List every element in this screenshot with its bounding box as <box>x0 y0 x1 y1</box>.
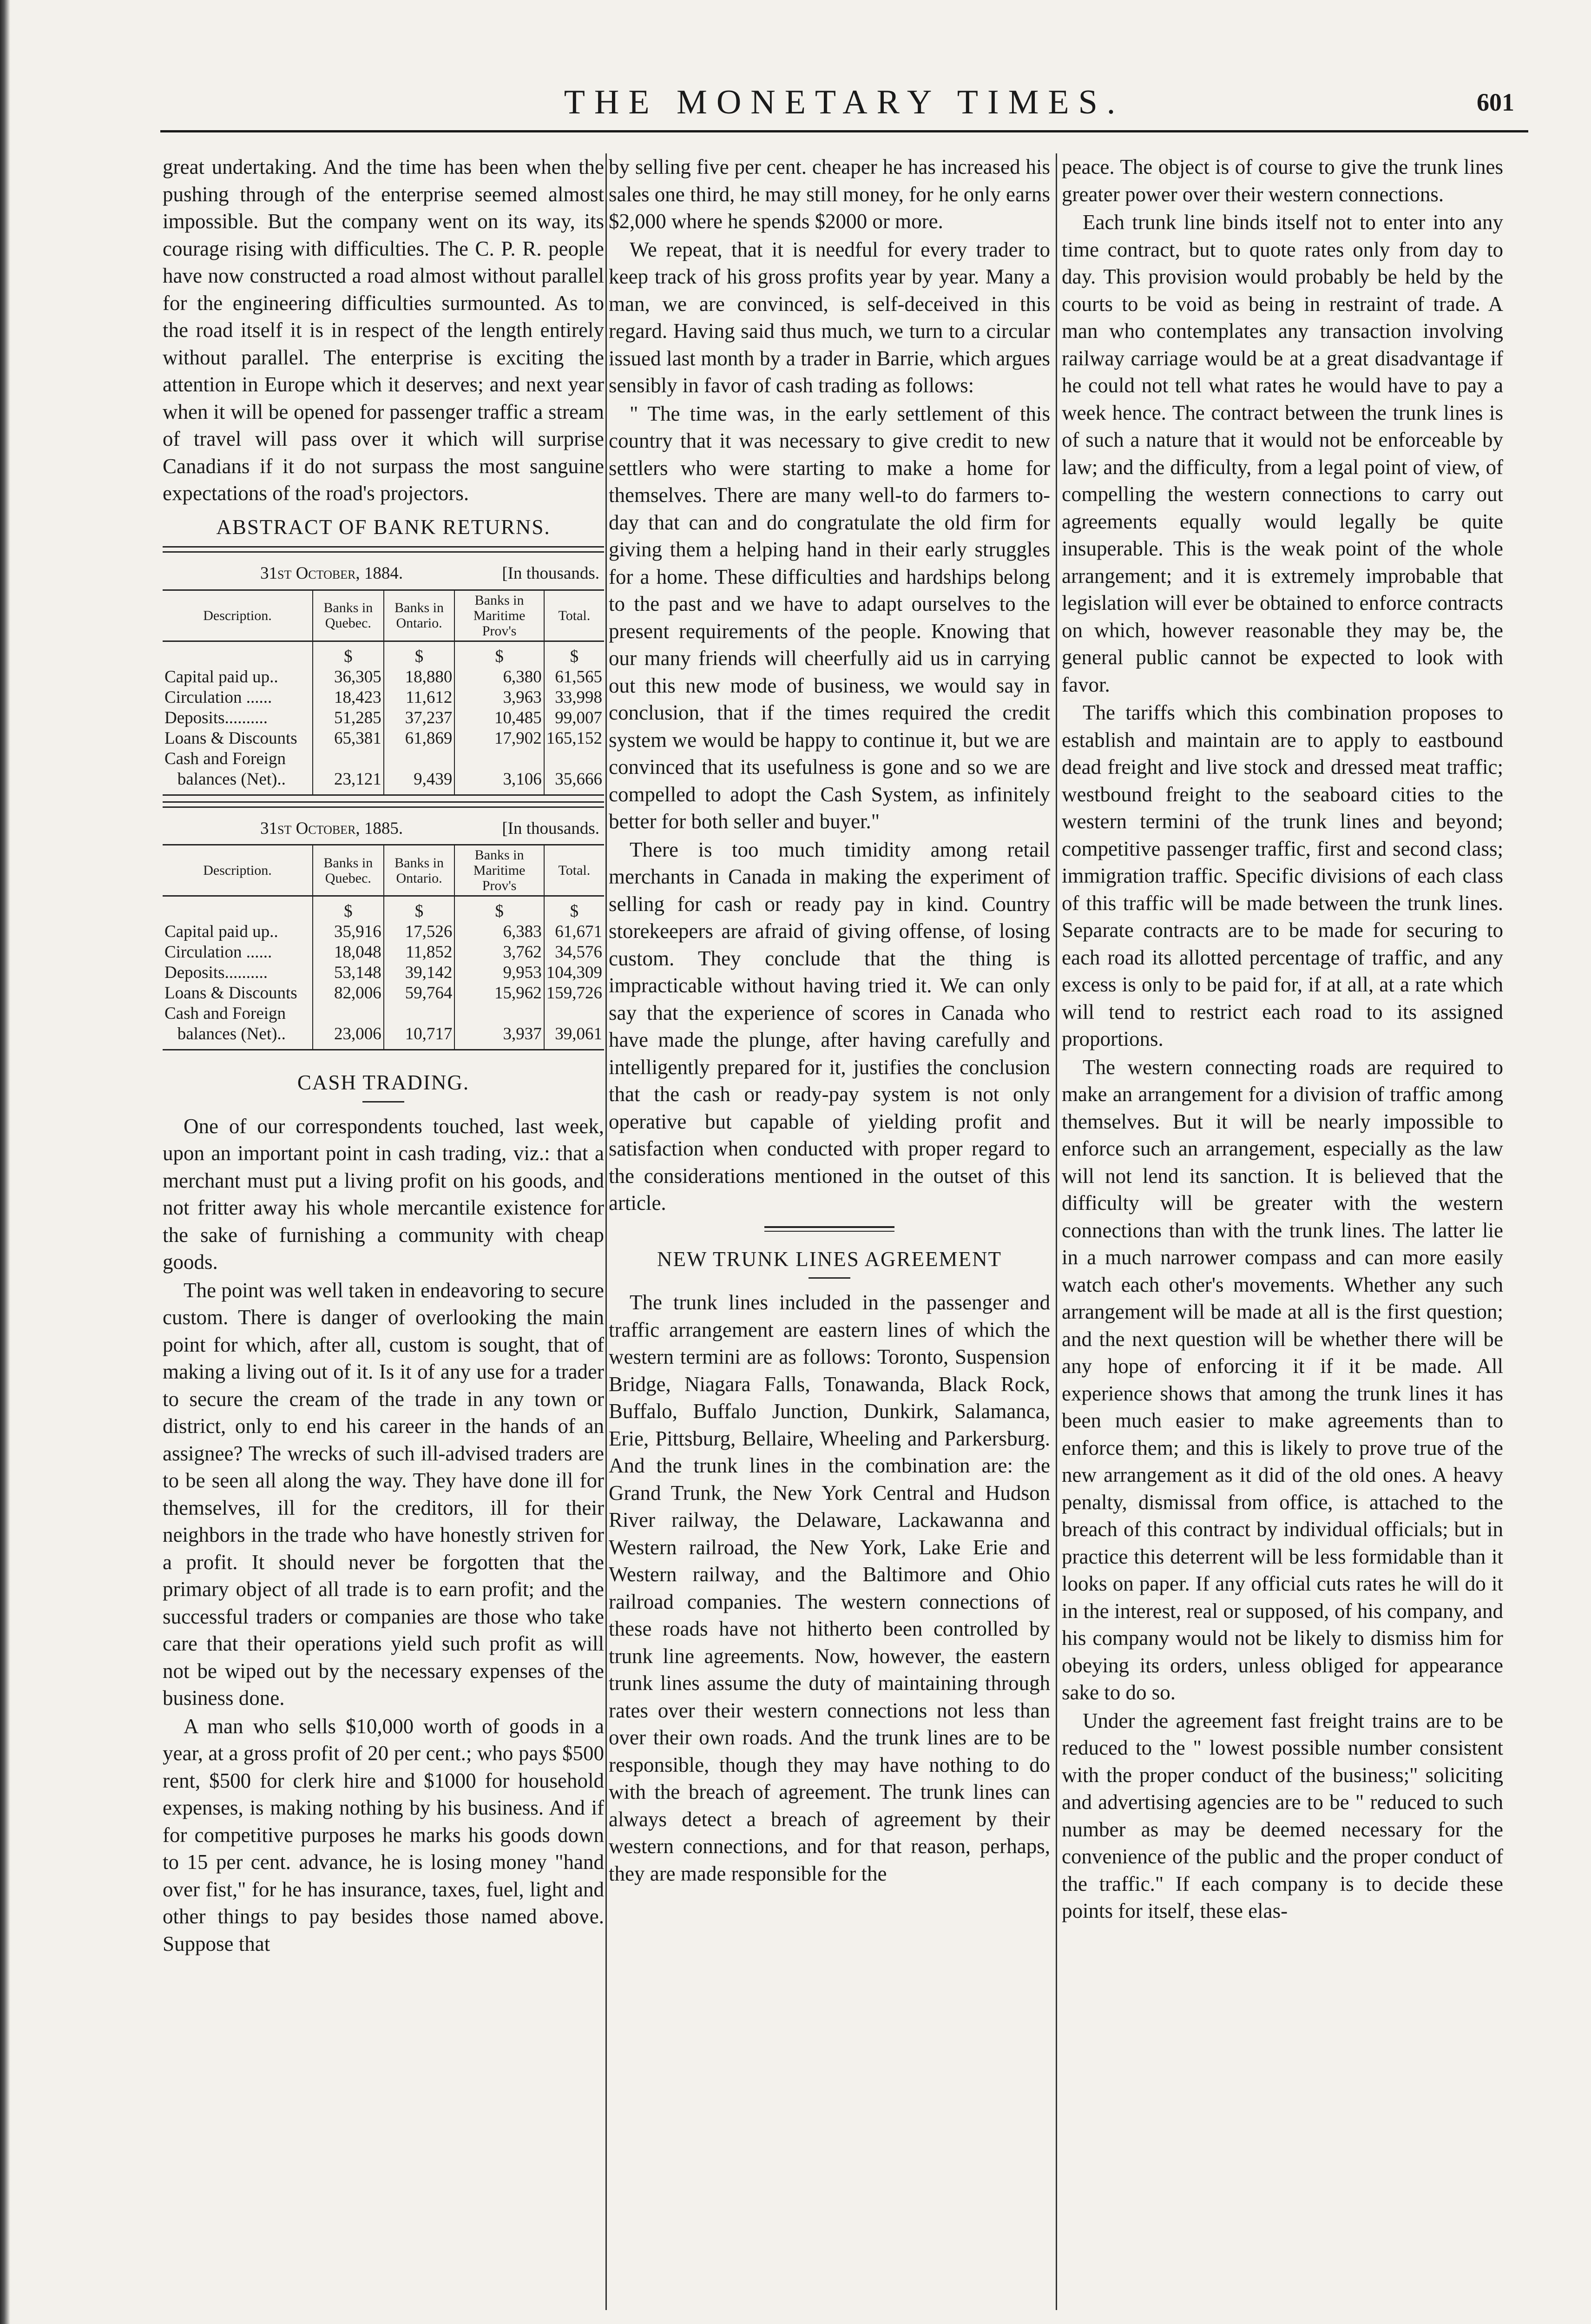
cell: 53,148 <box>313 963 384 983</box>
page-header <box>160 79 1528 132</box>
table-row <box>163 963 604 983</box>
bank-returns-table-1885 <box>163 844 604 1050</box>
cell: 61,565 <box>544 667 604 687</box>
column-rule <box>1056 153 1057 2310</box>
cell: 3,937 <box>454 1024 544 1050</box>
cell: 51,285 <box>313 708 384 728</box>
cell <box>454 1004 544 1024</box>
cell: 18,880 <box>384 667 455 687</box>
row-label: Circulation ...... <box>164 943 272 962</box>
cell: 37,237 <box>384 708 455 728</box>
cell: 35,666 <box>544 769 604 795</box>
double-rule <box>163 546 604 553</box>
table-caption <box>163 558 604 589</box>
cell: 23,121 <box>313 769 384 795</box>
table-row <box>163 728 604 749</box>
table-row <box>163 749 604 769</box>
col-header-description: Description. <box>163 590 313 641</box>
cell: 36,305 <box>313 667 384 687</box>
cell: 61,869 <box>384 728 455 749</box>
section-heading: CASH TRADING. <box>297 1071 470 1094</box>
col-header-description: Description. <box>163 845 313 896</box>
section-heading: NEW TRUNK LINES AGREEMENT <box>657 1247 1002 1271</box>
column-2 <box>609 153 1050 2310</box>
cell: 65,381 <box>313 728 384 749</box>
cell <box>384 1004 455 1024</box>
paragraph: peace. The object is of course to give the trunk lines greater power over their western connections. <box>1062 155 1503 206</box>
table-row <box>163 708 604 728</box>
article-end-rule <box>764 1226 894 1228</box>
cell: 104,309 <box>544 963 604 983</box>
cell: 33,998 <box>544 687 604 708</box>
row-label: Capital paid up.. <box>164 667 278 687</box>
cell: 17,902 <box>454 728 544 749</box>
short-rule <box>809 1277 850 1279</box>
paragraph: " The time was, in the early settlement of this country that it was necessary to give credit to new settlers who were starting to make a home for themselves. There are many well-to do farmers to-day that can and do congratulate the old firm for giving them a helping hand in their early struggles for a home. These difficulties and hardships belong to the past and we have to adapt ourselves to the present requirements of the people. Knowing that our many friends will cheerfully aid us in carrying out this new mode of business, we would say in conclusion, that if the times required the credit system we would be happy to continue it, but we are convinced that its usefulness is gone and so we are compelled to adopt the Cash System, as infinitely better for both seller and buyer." <box>609 402 1050 833</box>
cell <box>544 1004 604 1024</box>
paragraph: One of our correspondents touched, last week, upon an important point in cash trading, viz.: that a merchant must put a living profit on his goods, and not fritter away his whole mercantile existence for the sake of furnishing a community with cheap goods. <box>163 1114 604 1274</box>
table-row <box>163 922 604 942</box>
cell <box>384 749 455 769</box>
table-row <box>163 983 604 1004</box>
table-note: [In thousands. <box>502 564 599 583</box>
table-date: 31st October, 1884. <box>260 564 403 583</box>
cell: 6,380 <box>454 667 544 687</box>
cell <box>544 749 604 769</box>
cell: 18,423 <box>313 687 384 708</box>
masthead-title: THE MONETARY TIMES. <box>564 83 1125 121</box>
unit-symbol: $ <box>454 641 544 667</box>
cell: 23,006 <box>313 1024 384 1050</box>
column-rule <box>605 153 607 2310</box>
cell: 34,576 <box>544 942 604 963</box>
row-label: Deposits.......... <box>164 963 268 982</box>
cell: 59,764 <box>384 983 455 1004</box>
cell: 9,439 <box>384 769 455 795</box>
table-note: [In thousands. <box>502 819 599 838</box>
col-header-ontario: Banks in Ontario. <box>384 845 455 896</box>
cell <box>454 749 544 769</box>
row-label: Circulation ...... <box>164 687 272 707</box>
cell: 159,726 <box>544 983 604 1004</box>
cell <box>313 1004 384 1024</box>
paragraph: The trunk lines included in the passenger and traffic arrangement are eastern lines of which the western termini are as follows: Toronto, Suspension Bridge, Niagara Falls, Tonawanda, Black Rock, Buffalo, Buffalo Junction, Dunkirk, Salamanca, Erie, Pittsburg, Bellaire, Wheeling and Parkersburg. And the trunk lines in the combination are: the Grand Trunk, the New York Central and Hudson River railway, the Delaware, Lackawanna and Western railroad, the New York, Lake Erie and Western railway, and the Baltimore and Ohio railroad companies. The western connections of these roads have not hitherto been controlled by trunk line agreements. Now, however, the eastern trunk lines assume the duty of maintaining through rates over their western connections not less than over their own roads. And the trunk lines are to be responsible, though they may have nothing to do with the breach of agreement. The trunk lines can always detect a breach of agreement by their western connections, and for that reason, perhaps, they are made responsible for the <box>609 1291 1050 1885</box>
row-label: Loans & Discounts <box>164 984 297 1003</box>
table-row-units <box>163 641 604 667</box>
table-row <box>163 687 604 708</box>
cell: 11,612 <box>384 687 455 708</box>
row-label: Deposits.......... <box>164 708 268 727</box>
unit-symbol: $ <box>313 641 384 667</box>
article-end-rule <box>764 1231 894 1232</box>
unit-symbol: $ <box>384 896 455 922</box>
cell: 15,962 <box>454 983 544 1004</box>
col-header-total: Total. <box>544 590 604 641</box>
table-row <box>163 942 604 963</box>
paragraph: There is too much timidity among retail merchants in Canada in making the experiment of selling for cash or ready pay in kind. Country storekeepers are afraid of giving offense, of losing custom. They conclude that the thing is impracticable without having tried it. We can only say that the experience of scores in Canada who have made the plunge, after having carefully and intelligently prepared for it, justifies the conclusion that the cash or ready-pay system is not only operative but capable of yielding profit and satisfaction when conducted with proper regard to the considerations mentioned in the outset of this article. <box>609 838 1050 1215</box>
column-3 <box>1062 153 1503 2310</box>
cell: 10,485 <box>454 708 544 728</box>
cell: 165,152 <box>544 728 604 749</box>
table-row-units <box>163 896 604 922</box>
row-label: Loans & Discounts <box>164 728 297 748</box>
cell <box>313 749 384 769</box>
section-heading: ABSTRACT OF BANK RETURNS. <box>216 515 551 539</box>
row-label: balances (Net).. <box>163 1024 313 1050</box>
cell: 3,106 <box>454 769 544 795</box>
table-date: 31st October, 1885. <box>260 819 403 838</box>
col-header-quebec: Banks in Quebec. <box>313 845 384 896</box>
table-row <box>163 1024 604 1050</box>
table-row <box>163 769 604 795</box>
cell: 3,963 <box>454 687 544 708</box>
row-label: Cash and Foreign <box>164 1004 286 1023</box>
cell: 61,671 <box>544 922 604 942</box>
unit-symbol: $ <box>454 896 544 922</box>
unit-symbol: $ <box>384 641 455 667</box>
paragraph: Under the agreement fast freight trains are to be reduced to the " lowest possible number consistent with the proper conduct of the business;" soliciting and advertising agencies are to be " reduced to such number as may be deemed necessary for the convenience of the public and the proper conduct of the traffic." If each company is to decide these points for itself, these elas- <box>1062 1709 1503 1922</box>
col-header-maritime: Banks in Maritime Prov's <box>454 845 544 896</box>
paragraph: by selling five per cent. cheaper he has increased his sales one third, he may still money, for he only earns $2,000 where he spends $2000 or more. <box>609 155 1050 233</box>
paragraph: great undertaking. And the time has been when the pushing through of the enterprise seemed almost impossible. But the company went on its way, its courage rising with difficulties. The C. P. R. people have now constructed a road almost without parallel for the engineering difficulties surmounted. As to the road itself it is in respect of the length entirely without parallel. The enterprise is exciting the attention in Europe which it deserves; and next year when it will be opened for passenger traffic a stream of travel will pass over it which will surprise Canadians if it do not surpass the most sanguine expectations of the road's projectors. <box>163 155 604 505</box>
col-header-total: Total. <box>544 845 604 896</box>
cell: 39,061 <box>544 1024 604 1050</box>
cell: 39,142 <box>384 963 455 983</box>
col-header-maritime: Banks in Maritime Prov's <box>454 590 544 641</box>
short-rule <box>362 1101 404 1103</box>
paragraph: A man who sells $10,000 worth of goods in a year, at a gross profit of 20 per cent.; who pays $500 rent, $500 for clerk hire and $1000 for household expenses, is making nothing by his business. And if for competitive purposes he marks his goods down to 15 per cent. advance, he is losing money "hand over fist," for he has insurance, taxes, fuel, light and other things to pay besides those named above. Suppose that <box>163 1714 604 1955</box>
cell: 99,007 <box>544 708 604 728</box>
table-caption <box>163 813 604 845</box>
row-label: Capital paid up.. <box>164 922 278 941</box>
cell: 35,916 <box>313 922 384 942</box>
cell: 18,048 <box>313 942 384 963</box>
cell: 82,006 <box>313 983 384 1004</box>
unit-symbol: $ <box>544 641 604 667</box>
col-header-ontario: Banks in Ontario. <box>384 590 455 641</box>
table-row <box>163 1004 604 1024</box>
cell: 10,717 <box>384 1024 455 1050</box>
table-row <box>163 667 604 687</box>
bank-returns-table-1884 <box>163 589 604 796</box>
scan-edge <box>0 0 10 2324</box>
paragraph: The western connecting roads are required to make an arrangement for a division of traffic among themselves. But it will be nearly impossible to enforce such an arrangement, especially as the law will not lend its sanction. It is believed that the difficulty will be greater with the western connections than with the trunk lines. The latter lie in a much narrower compass and can more easily watch each other's movements. Whether any such arrangement will be made at all is the first question; and the next question will be whether there will be any hope of enforcing it if it be made. All experience shows that among the trunk lines it has been much easier to make agreements than to enforce them; and this is likely to prove true of the new arrangement as it did of the old ones. A heavy penalty, dismissal from office, is attached to the breach of this contract by individual officials; but in practice this deterrent will be less formidable than it looks on paper. If any official cuts rates he will do it in the interest, real or supposed, of his company, and his company would not be likely to dismiss him for obeying its orders, unless obliged for appearance sake to do so. <box>1062 1055 1503 1704</box>
col-header-quebec: Banks in Quebec. <box>313 590 384 641</box>
cell: 3,762 <box>454 942 544 963</box>
cell: 17,526 <box>384 922 455 942</box>
paragraph: The point was well taken in endeavoring to secure custom. There is danger of overlooking the main point for which, after all, custom is sought, that of making a living out of it. Is it of any use for a trader to secure the cream of the trade in any town or district, only to end his career in the hands of an assignee? The wrecks of such ill-advised traders are to be seen all along the way. They have done ill for themselves, ill for the creditors, ill for their neighbors in the trade who have honestly striven for a profit. It should never be forgotten that the primary object of all trade is to earn profit; and the successful traders or companies are those who take care that their operations yield such profit as will not be wiped out by the necessary expenses of the business done. <box>163 1278 604 1710</box>
column-1 <box>163 153 604 2310</box>
paragraph: Each trunk line binds itself not to enter into any time contract, but to quote rates only from day to day. This provision would probably be held by the courts to be void as being in restraint of trade. A man who contemplates any transaction involving railway carriage would be at a great disadvantage if he could not tell what rates he would have to pay a week hence. The contract between the trunk lines is of such a nature that it would not be enforceable by law; and the difficulty, from a legal point of view, of compelling the western connections to carry out agreements equally would legally be quite insuperable. This is the weak point of the whole arrangement; and it is extremely improbable that legislation will ever be obtained to enforce contracts on which, however reasonable they may be, the general public cannot be expected to look with favor. <box>1062 211 1503 696</box>
unit-symbol: $ <box>544 896 604 922</box>
unit-symbol: $ <box>313 896 384 922</box>
paragraph: We repeat, that it is needful for every trader to keep track of his gross profits year by year. Many a man, we are convinced, is self-deceived in this regard. Having said thus much, we turn to a circular issued last month by a trader in Barrie, which argues sensibly in favor of cash trading as follows: <box>609 238 1050 397</box>
cell: 9,953 <box>454 963 544 983</box>
cell: 11,852 <box>384 942 455 963</box>
cell: 6,383 <box>454 922 544 942</box>
row-label: Cash and Foreign <box>164 749 286 768</box>
paragraph: The tariffs which this combination proposes to establish and maintain are to apply to eastbound dead freight and live stock and dressed meat traffic; westbound freight to the seaboard cities to the western termini of the trunk lines and beyond; competitive passenger traffic, first and second class; immigration traffic. Specific divisions of each class of this traffic will be made between the trunk lines. Separate contracts are to be made for securing to each road its allotted percentage of traffic, and any excess is only to be paid for, if at all, at a rate which will tend to restrict each road to its assigned proportions. <box>1062 701 1503 1050</box>
row-label: balances (Net).. <box>163 769 313 795</box>
double-rule <box>163 801 604 808</box>
page-number: 601 <box>1477 88 1514 116</box>
